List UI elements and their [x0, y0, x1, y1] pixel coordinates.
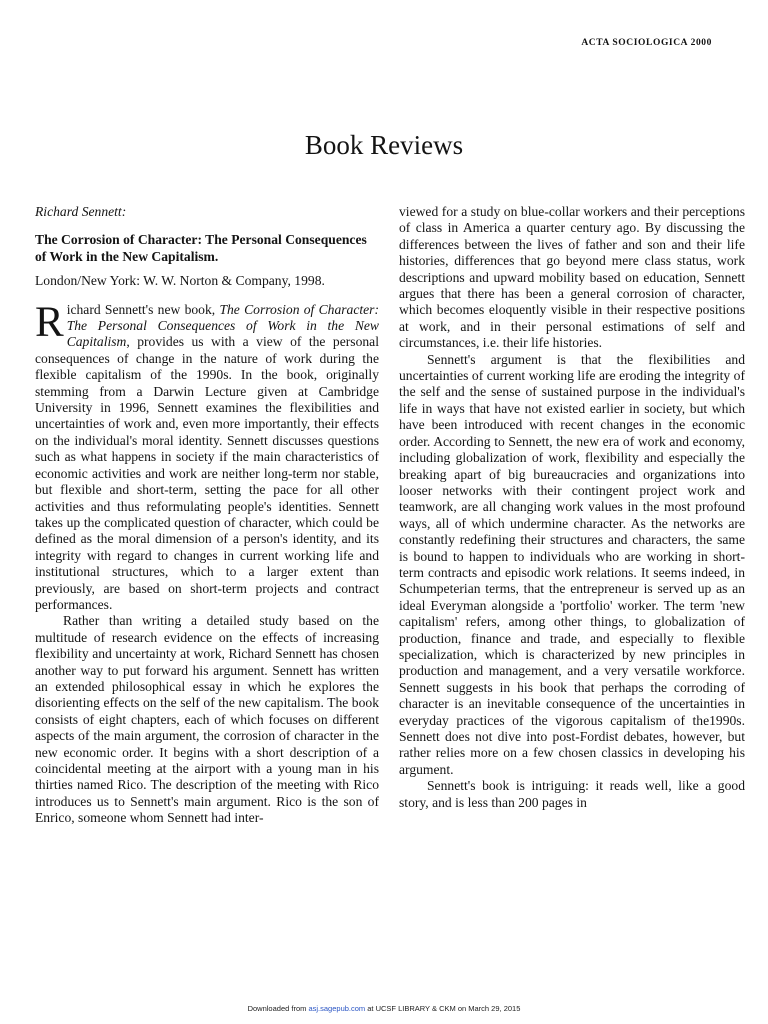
- publication-info: London/New York: W. W. Norton & Company, 1998.: [35, 273, 325, 289]
- paragraph-1-rest: , provides us with a view of the personal consequences of change in the nature of work during the flexible capitalism of the 1990s. In the book, originally stemming from a Darwin Lecture given at Cambridge University in 1996, Sennett examines the flexibilities and uncertainties of work and, even more importantly, their effects on the individual's moral identity. Sennett discusses questions such as what happens in society if the main characteristics of economic activities and work are neither long-term nor stable, but flexible and short-term, setting the pace for all other activities and thus reformulating people's identities. Sennett takes up the complicated question of character, which could be defined as the moral dimension of a person's identity, and its integrity with regard to changes in current working life and institutional structures, which to a larger extent than previously, are based on short-term projects and contract performances.: [35, 334, 379, 612]
- right-column: [399, 204, 745, 811]
- paragraph-1-book-title: The Corrosion of Character: The Personal Consequences of Work in the New Capitalism: [66, 301, 380, 350]
- paragraph-1-start: ichard Sennett's new book,: [66, 301, 220, 317]
- footer-prefix: Downloaded from: [247, 1004, 309, 1013]
- paragraph-5: Sennett's book is intriguing: it reads well, like a good story, and is less than 200 pages in: [399, 778, 745, 810]
- paragraph-2: Rather than writing a detailed study based on the multitude of research evidence on the effects of increasing flexibility and uncertainty at work, Richard Sennett has chosen another way to put forward his argument. Sennett has written an extended philosophical essay in which he explores the disorienting effects on the self of the new capitalism. The book consists of eight chapters, each of which focuses on different aspects of the main argument, the corrosion of character in the new economic order. It begins with a short description of a coincidental meeting at the airport with a young man in his thirties named Rico. The description of the meeting with Rico introduces us to Sennett's main argument. Rico is the son of Enrico, someone whom Sennett had inter-: [35, 613, 379, 826]
- footer-suffix: at UCSF LIBRARY & CKM on March 29, 2015: [365, 1004, 521, 1013]
- paragraph-3: viewed for a study on blue-collar workers and their perceptions of class in America a quarter century ago. By discussing the differences between the lives of father and son and their life histories, differences that go beyond mere class status, work descriptions and upward mobility based on education, Sennett argues that there has been a general corrosion of character, which becomes eloquently visible in their respective positions at work, and in their personal estimations of self and circumstances, i.e. their life histories.: [399, 204, 745, 351]
- paragraph-4: Sennett's argument is that the flexibilities and uncertainties of current working life are eroding the integrity of the self and the sense of sustained purpose in the individual's life in ways that have not existed earlier in society, but which have been introduced with recent changes in the economic order. According to Sennett, the new era of work and economy, including globalization of work, flexibility and especially the breaking apart of big bureaucracies and organizations into looser networks with their contingent project work and teamwork, are all changing work values in the most profound ways, all of which undermine character. As the networks are constantly redefining their structures and characters, the same is bound to happen to individuals who are working in short-term contracts and episodic work relations. It seems indeed, in Schumpeterian terms, that the entrepreneur is served up as an ideal Everyman alongside a 'portfolio' worker. The term 'new capitalism' refers, among other things, to globalization of production, finance and trade, and especially to flexible specialization, which is characterized by new principles in production and management, and a very versatile workforce. Sennett suggests in his book that perhaps the corroding of character is an inevitable consequence of the uncertainties in everyday practices of the vigorous capitalism of the1990s. Sennett does not dive into post-Fordist debates, however, but rather relies more on a few chosen classics in developing his argument.: [399, 351, 745, 777]
- journal-header: ACTA SOCIOLOGICA 2000: [581, 38, 712, 48]
- download-footer: [0, 1004, 768, 1013]
- review-author: Richard Sennett:: [35, 204, 127, 219]
- paragraph-1: [35, 298, 380, 614]
- drop-cap: R: [35, 298, 64, 346]
- left-column: [35, 204, 379, 827]
- footer-link[interactable]: asj.sagepub.com: [308, 1004, 366, 1013]
- book-title: The Corrosion of Character: The Personal Consequences of Work in the New Capitalism.: [35, 232, 367, 264]
- page-title: Book Reviews: [304, 130, 464, 161]
